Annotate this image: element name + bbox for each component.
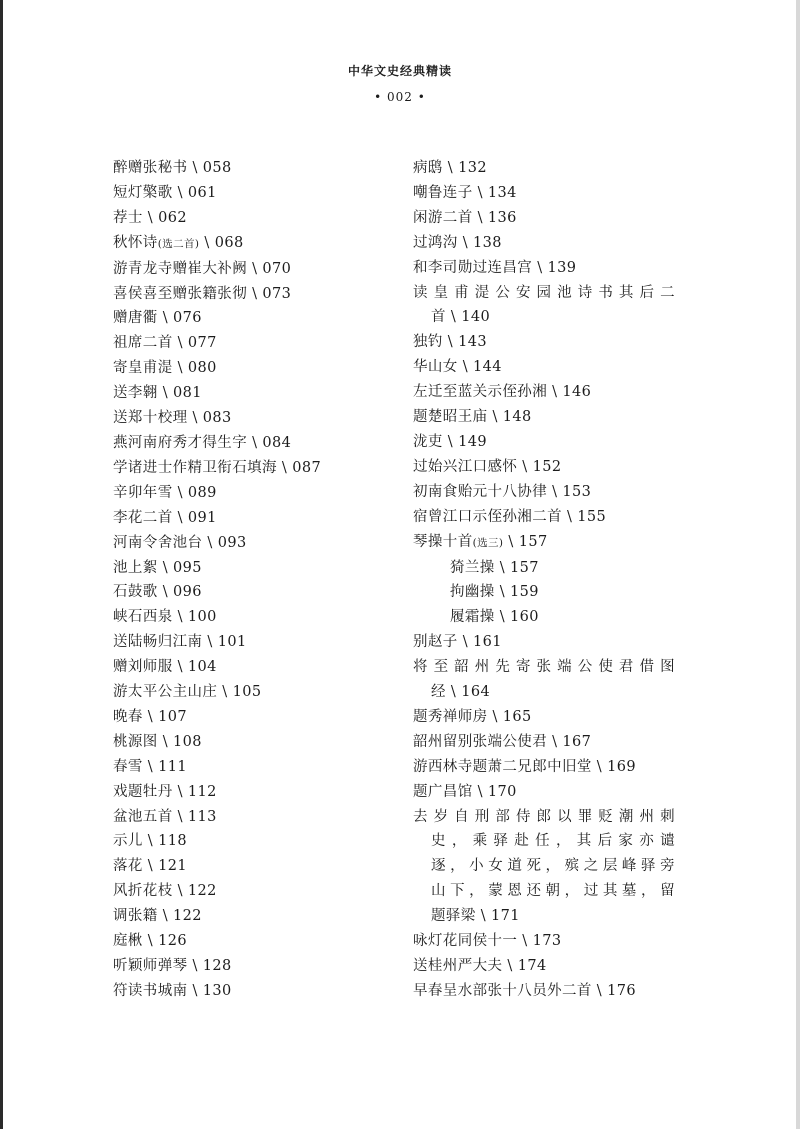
toc-entry-continuation xyxy=(413,680,675,705)
toc-entry-title: 调张籍 \ 122 xyxy=(113,908,202,925)
toc-entry-title: 晚春 \ 107 xyxy=(113,708,187,725)
toc-entry xyxy=(113,556,383,581)
toc-column-right xyxy=(413,156,675,1004)
toc-entry-title: 题广昌馆 \ 170 xyxy=(413,783,517,800)
toc-entry xyxy=(113,331,383,356)
toc-entry xyxy=(113,431,383,456)
toc-entry xyxy=(113,954,383,979)
toc-entry xyxy=(113,879,383,904)
toc-entry-continuation xyxy=(413,904,675,929)
toc-entry-title: 醉赠张秘书 \ 058 xyxy=(113,160,232,176)
toc-entry-selection-note: (选三) xyxy=(472,536,504,549)
toc-entry xyxy=(413,929,675,954)
toc-entry-title: 风折花枝 \ 122 xyxy=(113,883,217,900)
toc-entry xyxy=(413,380,675,405)
toc-entry-title: 桃源图 \ 108 xyxy=(113,733,202,750)
toc-entry xyxy=(413,206,675,231)
toc-entry-title: 题秀禅师房 \ 165 xyxy=(413,708,532,725)
toc-entry xyxy=(113,929,383,954)
toc-entry-title: 赠刘师服 \ 104 xyxy=(113,659,217,676)
toc-entry-title: 独钓 \ 143 xyxy=(413,334,487,351)
toc-entry xyxy=(113,680,383,705)
toc-entry xyxy=(113,406,383,431)
toc-entry-title: 嘲鲁连子 \ 134 xyxy=(413,184,517,201)
toc-entry-title: 过鸿沟 \ 138 xyxy=(413,234,502,251)
toc-entry-title: 将至韶州先寄张端公使君借图 xyxy=(413,659,675,676)
toc-entry-title: 华山女 \ 144 xyxy=(413,359,502,376)
toc-entry-continuation xyxy=(413,829,675,854)
toc-entry xyxy=(413,630,675,655)
toc-entry-continuation-text: 史，乘驿赴任，其后家亦谴 xyxy=(431,833,675,850)
toc-entry xyxy=(413,405,675,430)
toc-entry xyxy=(413,455,675,480)
toc-entry xyxy=(113,730,383,755)
toc-entry xyxy=(113,231,383,257)
toc-entry-page: \ 068 xyxy=(199,234,244,251)
toc-entry-page: \ 157 xyxy=(503,533,548,550)
toc-entry-continuation-text: 题驿梁 \ 171 xyxy=(431,908,520,925)
toc-entry-title: 猗兰操 \ 157 xyxy=(450,559,539,576)
toc-entry-title: 赠唐衢 \ 076 xyxy=(113,310,202,327)
toc-entry xyxy=(113,780,383,805)
page-number: • 002 • xyxy=(374,90,426,104)
toc-entry-title: 盆池五首 \ 113 xyxy=(113,808,217,825)
toc-entry xyxy=(413,655,675,680)
toc-entry-title: 闲游二首 \ 136 xyxy=(413,209,517,226)
toc-entry xyxy=(113,705,383,730)
page-edge-right xyxy=(796,0,800,1129)
toc-entry-title: 送郑十校理 \ 083 xyxy=(113,410,232,427)
toc-entry-title: 游青龙寺赠崔大补阙 \ 070 xyxy=(113,260,292,277)
toc-entry-title: 宿曾江口示侄孙湘二首 \ 155 xyxy=(413,508,607,525)
toc-entry-title: 春雪 \ 111 xyxy=(113,758,187,775)
toc-entry xyxy=(113,381,383,406)
toc-entry-title: 初南食贻元十八协律 \ 153 xyxy=(413,483,592,500)
toc-entry xyxy=(113,630,383,655)
toc-entry xyxy=(413,355,675,380)
toc-entry-title: 示儿 \ 118 xyxy=(113,833,187,850)
toc-entry-title: 题楚昭王庙 \ 148 xyxy=(413,409,532,426)
toc-entry-title: 左迁至蓝关示侄孙湘 \ 146 xyxy=(413,384,592,401)
toc-entry xyxy=(413,181,675,206)
toc-entry-title: 别赵子 \ 161 xyxy=(413,634,502,651)
toc-entry xyxy=(113,805,383,830)
toc-entry xyxy=(113,181,383,206)
toc-entry xyxy=(113,356,383,381)
toc-entry xyxy=(113,655,383,680)
toc-entry-title: 读皇甫湜公安园池诗书其后二 xyxy=(413,284,675,301)
toc-entry-title: 病鸱 \ 132 xyxy=(413,160,487,176)
toc-entry xyxy=(113,206,383,231)
toc-entry-title: 祖席二首 \ 077 xyxy=(113,335,217,352)
toc-entry xyxy=(113,580,383,605)
toc-entry-selection-note: (选二首) xyxy=(157,237,200,250)
toc-entry-title: 游太平公主山庄 \ 105 xyxy=(113,684,262,701)
toc-entry-title: 送李翱 \ 081 xyxy=(113,385,202,402)
toc-entry-continuation-text: 经 \ 164 xyxy=(431,684,491,701)
toc-entry xyxy=(113,257,383,282)
toc-entry xyxy=(113,456,383,481)
toc-entry xyxy=(113,481,383,506)
toc-entry xyxy=(413,730,675,755)
toc-entry xyxy=(413,755,675,780)
toc-entry-title: 早春呈水部张十八员外二首 \ 176 xyxy=(413,982,636,999)
toc-entry-title: 符读书城南 \ 130 xyxy=(113,982,232,999)
toc-entry xyxy=(113,854,383,879)
toc-entry xyxy=(113,755,383,780)
toc-entry-title: 荐士 \ 062 xyxy=(113,209,187,226)
toc-entry-title: 戏题牡丹 \ 112 xyxy=(113,783,217,800)
toc-entry xyxy=(413,231,675,256)
toc-entry xyxy=(413,954,675,979)
toc-entry xyxy=(413,705,675,730)
toc-entry xyxy=(413,281,675,306)
toc-entry xyxy=(113,531,383,556)
toc-entry xyxy=(113,605,383,630)
toc-entry xyxy=(413,530,675,556)
toc-entry-continuation xyxy=(413,879,675,904)
toc-entry-title: 峡石西泉 \ 100 xyxy=(113,609,217,626)
toc-entry-title: 庭楸 \ 126 xyxy=(113,933,187,950)
toc-entry-continuation-text: 山下，蒙恩还朝，过其墓，留 xyxy=(431,883,675,900)
toc-entry xyxy=(113,306,383,331)
toc-entry-title: 拘幽操 \ 159 xyxy=(450,584,539,601)
toc-entry xyxy=(113,156,383,181)
toc-entry xyxy=(113,979,383,1004)
toc-entry-title: 琴操十首 xyxy=(413,533,473,550)
toc-entry-title: 池上絮 \ 095 xyxy=(113,559,202,576)
toc-entry-title: 学诸进士作精卫衔石填海 \ 087 xyxy=(113,459,322,476)
toc-entry xyxy=(113,506,383,531)
toc-entry-title: 辛卯年雪 \ 089 xyxy=(113,484,217,501)
toc-entry xyxy=(413,156,675,181)
toc-entry xyxy=(413,780,675,805)
toc-entry-title: 送桂州严大夫 \ 174 xyxy=(413,958,547,974)
toc-entry xyxy=(413,556,675,581)
toc-entry-title: 听颖师弹琴 \ 128 xyxy=(113,958,232,974)
toc-entry-title: 过始兴江口感怀 \ 152 xyxy=(413,458,562,475)
toc-entry xyxy=(413,256,675,281)
running-header: 中华文史经典精读 xyxy=(347,64,452,78)
toc-entry-continuation xyxy=(413,305,675,330)
toc-entry xyxy=(413,430,675,455)
toc-entry-title: 短灯檠歌 \ 061 xyxy=(113,184,217,201)
toc-entry-title: 喜侯喜至赠张籍张彻 \ 073 xyxy=(113,285,292,302)
toc-entry-title: 泷吏 \ 149 xyxy=(413,433,487,450)
toc-entry xyxy=(413,605,675,630)
toc-entry xyxy=(113,904,383,929)
toc-entry xyxy=(413,330,675,355)
toc-entry-title: 李花二首 \ 091 xyxy=(113,509,217,526)
page-edge-left xyxy=(0,0,3,1129)
toc-entry-title: 寄皇甫湜 \ 080 xyxy=(113,360,217,377)
toc-entry-title: 送陆畅归江南 \ 101 xyxy=(113,634,247,651)
toc-entry-title: 去岁自刑部侍郎以罪贬潮州刺 xyxy=(413,808,675,825)
toc-entry-title: 咏灯花同侯十一 \ 173 xyxy=(413,933,562,950)
toc-entry-title: 河南令舍池台 \ 093 xyxy=(113,534,247,551)
toc-entry-continuation xyxy=(413,854,675,879)
toc-entry-title: 落花 \ 121 xyxy=(113,858,187,875)
toc-entry-continuation-text: 逐，小女道死，殡之层峰驿旁 xyxy=(431,858,675,875)
toc-entry-title: 游西林寺题萧二兄郎中旧堂 \ 169 xyxy=(413,758,636,775)
toc-entry-title: 和李司勋过连昌宫 \ 139 xyxy=(413,259,577,276)
toc-entry xyxy=(413,805,675,830)
toc-entry xyxy=(113,829,383,854)
toc-entry xyxy=(413,979,675,1004)
toc-entry-continuation-text: 首 \ 140 xyxy=(431,309,491,326)
toc-entry-title: 秋怀诗 xyxy=(113,234,158,251)
toc-column-left xyxy=(113,156,383,1004)
toc-entry-title: 石鼓歌 \ 096 xyxy=(113,584,202,601)
toc-entry-title: 韶州留别张端公使君 \ 167 xyxy=(413,733,592,750)
toc-entry-title: 履霜操 \ 160 xyxy=(450,609,539,626)
toc-entry-title: 燕河南府秀才得生字 \ 084 xyxy=(113,434,292,451)
toc-entry xyxy=(413,505,675,530)
toc-entry xyxy=(113,282,383,307)
toc-entry xyxy=(413,480,675,505)
toc-entry xyxy=(413,580,675,605)
